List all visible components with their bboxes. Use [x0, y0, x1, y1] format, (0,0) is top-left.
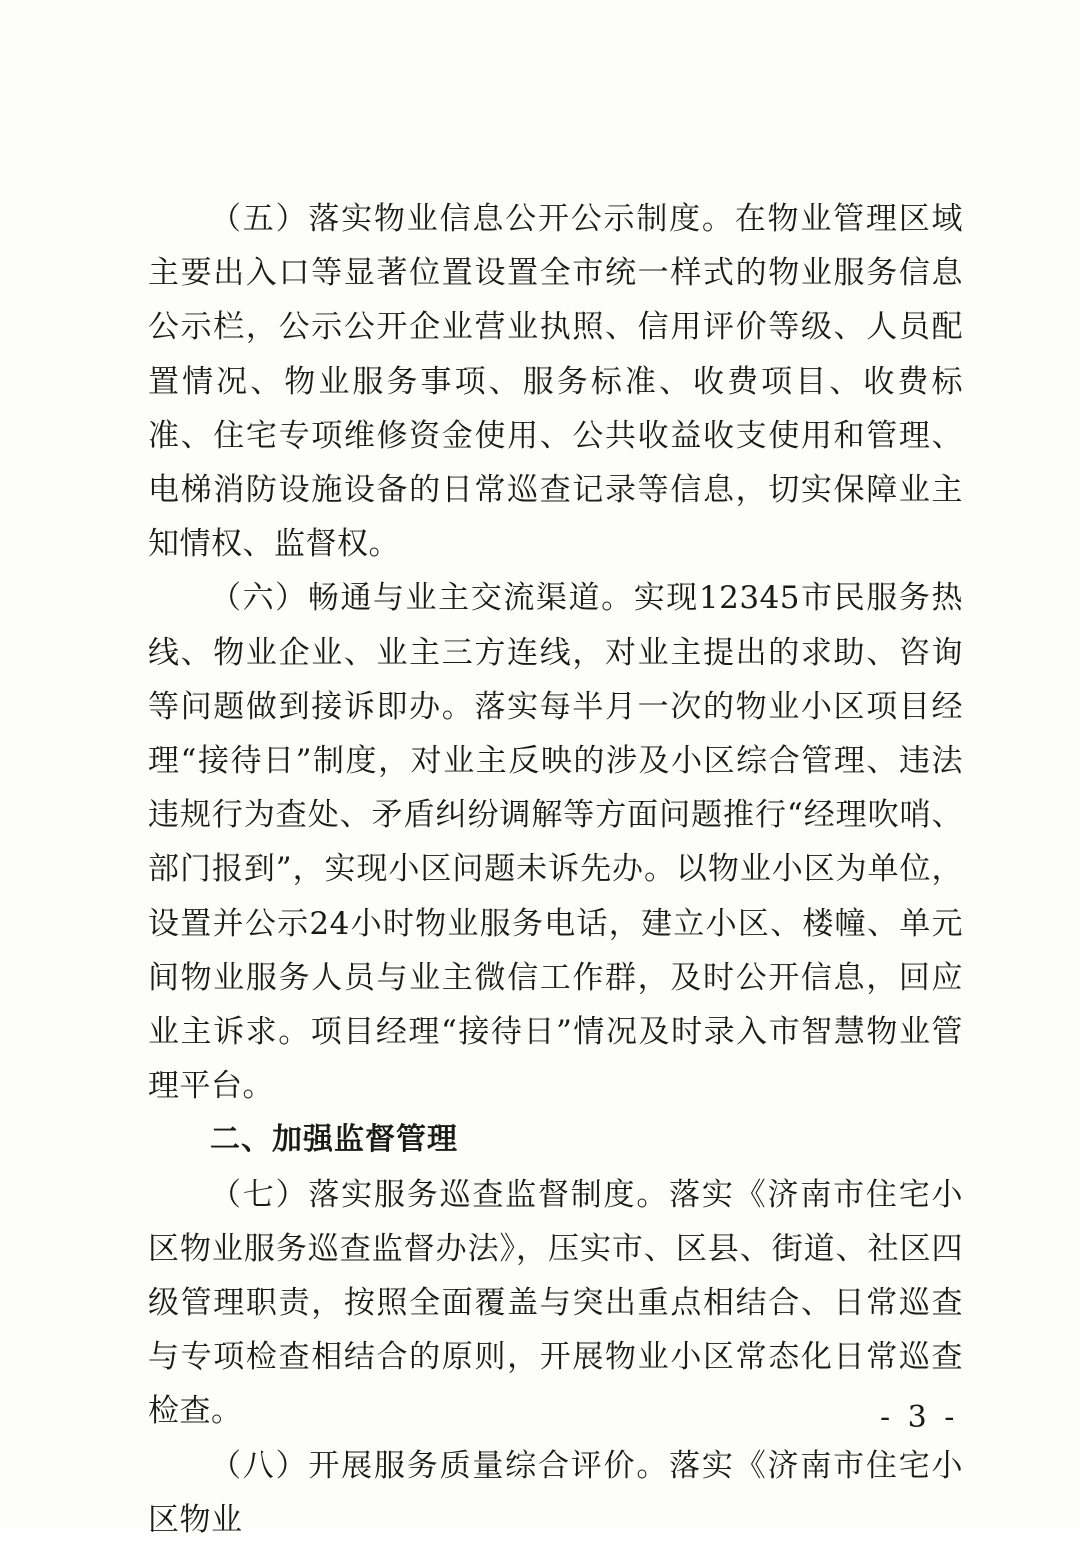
paragraph-7-inspection-system: （七）落实服务巡查监督制度。落实《济南市住宅小区物业服务巡查监督办法》，压实市、区县、街道、社区四级管理职责，按照全面覆盖与突出重点相结合、日常巡查与专项检查相结合的原则，开展物业小区常态化日常巡查检查。: [148, 1176, 963, 1430]
section-heading-supervision: 二、加强监督管理: [210, 1122, 458, 1158]
page-number: - 3 -: [880, 1400, 959, 1435]
document-body: [148, 192, 963, 1547]
paragraph-6-communication-channels: （六）畅通与业主交流渠道。实现12345市民服务热线、物业企业、业主三方连线，对业主提出的求助、咨询等问题做到接诉即办。落实每半月一次的物业小区项目经理“接待日”制度，对业主反映的涉及小区综合管理、违法违规行为查处、矛盾纠纷调解等方面问题推行“经理吹哨、部门报到”，实现小区问题未诉先办。以物业小区为单位，设置并公示24小时物业服务电话，建立小区、楼幢、单元间物业服务人员与业主微信工作群，及时公开信息，回应业主诉求。项目经理“接待日”情况及时录入市智慧物业管理平台。: [148, 580, 963, 1105]
paragraph-5-info-disclosure: （五）落实物业信息公开公示制度。在物业管理区域主要出入口等显著位置设置全市统一样式的物业服务信息公示栏，公示公开企业营业执照、信用评价等级、人员配置情况、物业服务事项、服务标准、收费项目、收费标准、住宅专项维修资金使用、公共收益收支使用和管理、电梯消防设施设备的日常巡查记录等信息，切实保障业主知情权、监督权。: [148, 201, 963, 563]
paragraph-8-quality-evaluation: （八）开展服务质量综合评价。落实《济南市住宅小区物业: [148, 1447, 963, 1538]
